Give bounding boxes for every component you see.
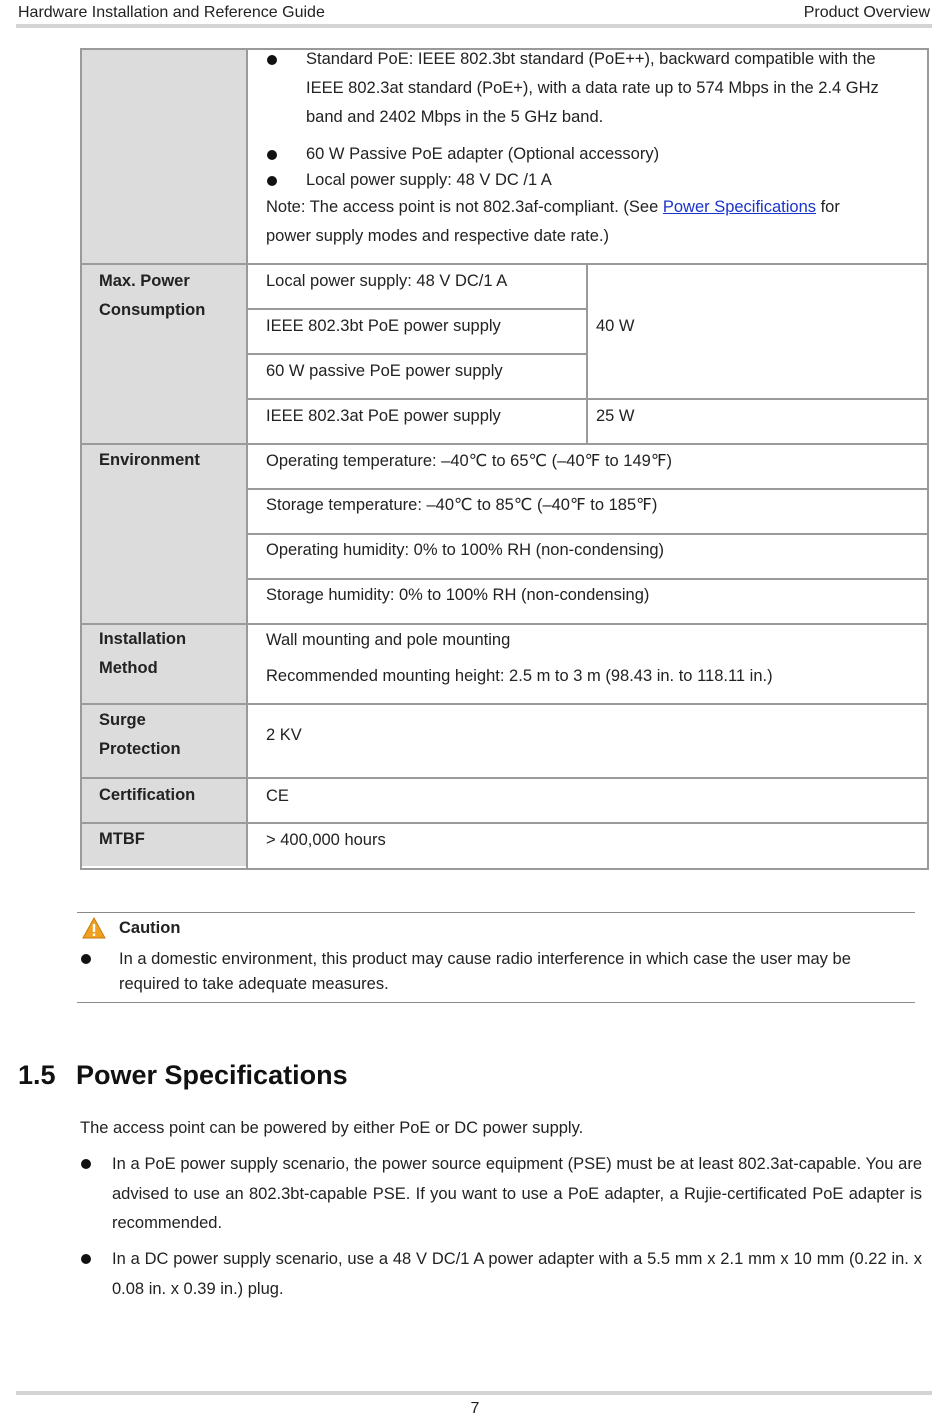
environment-row: Storage humidity: 0% to 100% RH (non-condensing) (266, 586, 650, 604)
row-divider (80, 703, 927, 705)
max-power-value: 25 W (596, 407, 635, 425)
warning-triangle-icon (82, 917, 106, 939)
max-power-value: 40 W (596, 317, 635, 335)
surge-label: Protection (99, 740, 181, 758)
power-supply-note (266, 193, 840, 222)
cell-divider (246, 578, 927, 580)
row-divider (80, 822, 927, 824)
section-bullet: In a DC power supply scenario, use a 48 V DC/1 A power adapter with a 5.5 mm x 2.1 mm x 10 mm (0.22 in. x 0.08 in. x 0.39 in.) plug. (112, 1250, 922, 1298)
note-text: for (816, 198, 840, 216)
cell-divider (246, 533, 927, 535)
mtbf-label: MTBF (99, 830, 145, 848)
header-rule (16, 24, 932, 28)
power-supply-text: band and 2402 Mbps in the 5 GHz band. (306, 108, 604, 126)
row-divider (80, 623, 927, 625)
section-number: 1.5 (18, 1060, 56, 1090)
section-intro: The access point can be powered by either PoE or DC power supply. (80, 1119, 584, 1137)
mtbf-value: > 400,000 hours (266, 831, 386, 849)
caution-text: In a domestic environment, this product may cause radio interference in which case the user may be (119, 950, 851, 968)
caution-bottom-rule (77, 1002, 915, 1003)
chapter-title: Product Overview (803, 4, 930, 21)
spec-table (80, 48, 927, 868)
caution-top-rule (77, 912, 915, 913)
max-power-row: Local power supply: 48 V DC/1 A (266, 272, 508, 290)
installation-label: Method (99, 659, 158, 677)
surge-value: 2 KV (266, 726, 302, 744)
power-supply-bullet: 60 W Passive PoE adapter (Optional accessory) (306, 145, 660, 163)
bullet-icon (267, 150, 277, 160)
certification-label: Certification (99, 786, 196, 804)
max-power-row: 60 W passive PoE power supply (266, 362, 503, 380)
power-supply-bullet: Local power supply: 48 V DC /1 A (306, 171, 552, 189)
row-divider (80, 443, 927, 445)
max-power-row: IEEE 802.3at PoE power supply (266, 407, 501, 425)
max-power-label: Max. Power (99, 272, 190, 290)
footer-rule (16, 1391, 932, 1395)
max-power-row: IEEE 802.3bt PoE power supply (266, 317, 501, 335)
cell-divider (246, 308, 587, 310)
environment-label: Environment (99, 451, 200, 469)
bullet-icon (267, 55, 277, 65)
installation-value: Recommended mounting height: 2.5 m to 3 m (98.43 in. to 118.11 in.) (266, 667, 773, 685)
row-divider (80, 263, 927, 265)
page-number: 7 (470, 1400, 480, 1417)
max-power-label: Consumption (99, 301, 206, 319)
column-divider (246, 48, 248, 868)
bullet-icon (81, 1159, 91, 1169)
section-heading (18, 1060, 348, 1091)
power-supply-bullet: Standard PoE: IEEE 802.3bt standard (PoE++), backward compatible with the (306, 50, 876, 68)
environment-row: Operating temperature: –40℃ to 65℃ (–40℉ to 149℉) (266, 452, 673, 470)
certification-value: CE (266, 787, 289, 805)
power-specifications-link[interactable]: Power Specifications (662, 198, 817, 216)
bullet-icon (81, 954, 91, 964)
section-title: Power Specifications (76, 1060, 348, 1090)
installation-label: Installation (99, 630, 187, 648)
bullet-icon (267, 176, 277, 186)
cell-divider (246, 353, 587, 355)
section-bullet: In a PoE power supply scenario, the power source equipment (PSE) must be at least 802.3at-capable. You are advised to use an 802.3bt-capable PSE. If you want to use a PoE adapter, a Rujie-certificated PoE adapter is recommended. (112, 1155, 922, 1232)
environment-row: Storage temperature: –40℃ to 85℃ (–40℉ to 185℉) (266, 496, 658, 514)
cell-divider (246, 488, 927, 490)
row-divider (80, 777, 927, 779)
caution-title: Caution (119, 919, 181, 937)
bullet-icon (81, 1254, 91, 1264)
power-supply-text: IEEE 802.3at standard (PoE+), with a data rate up to 574 Mbps in the 2.4 GHz (306, 79, 879, 97)
power-supply-note: power supply modes and respective date rate.) (266, 227, 610, 245)
cell-divider (586, 263, 588, 445)
environment-row: Operating humidity: 0% to 100% RH (non-condensing) (266, 541, 665, 559)
surge-label: Surge (99, 711, 146, 729)
installation-value: Wall mounting and pole mounting (266, 631, 511, 649)
doc-title: Hardware Installation and Reference Guide (18, 4, 325, 21)
caution-text: required to take adequate measures. (119, 975, 389, 993)
note-text: Note: The access point is not 802.3af-compliant. (See (266, 198, 663, 216)
